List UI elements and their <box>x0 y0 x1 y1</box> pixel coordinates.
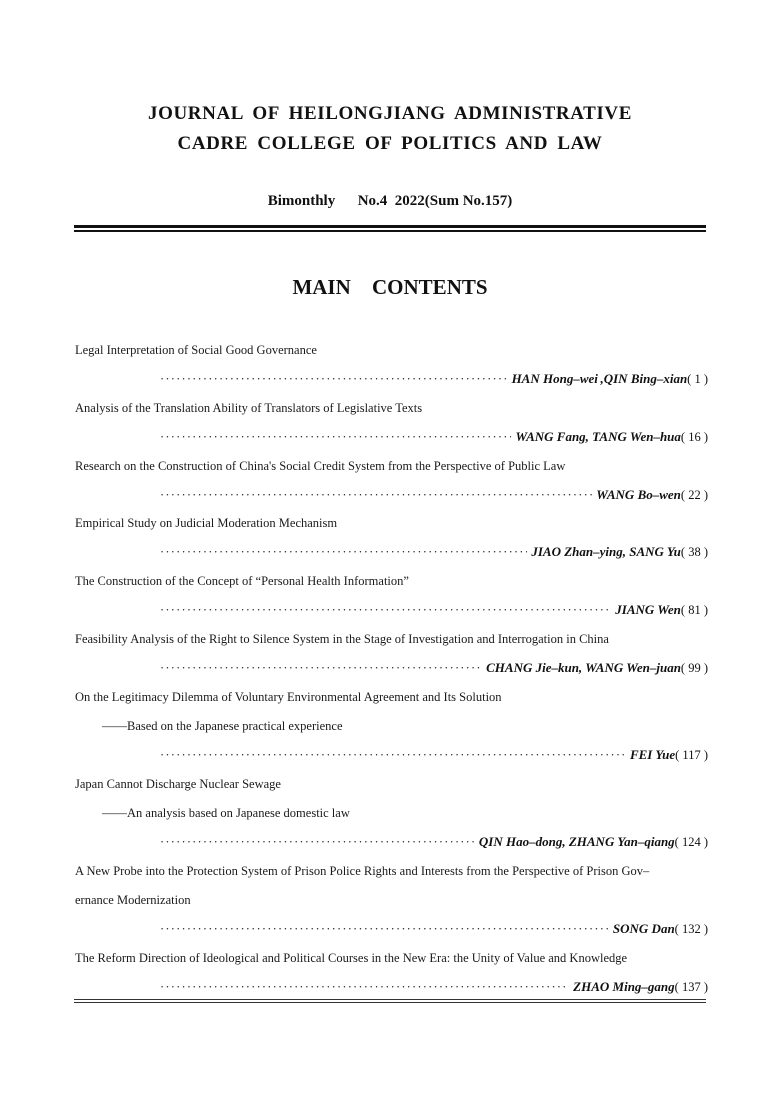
entry-title: The Reform Direction of Ideological and Political Courses in the New Era: the Unity of Value and Knowledge <box>75 951 628 965</box>
entry-author-line <box>160 920 708 938</box>
leader-dots <box>160 920 609 938</box>
entry-authors: ZHAO Ming–gang <box>573 979 675 994</box>
entry-subtitle: ——Based on the Japanese practical experience <box>102 719 343 733</box>
entry-author-line <box>160 833 708 851</box>
entry-title: Analysis of the Translation Ability of Translators of Legislative Texts <box>75 401 423 415</box>
entry-authors: CHANG Jie–kun, WANG Wen–juan <box>486 660 681 675</box>
issue-number: No.4 2022(Sum No.157) <box>357 193 513 209</box>
leader-dots <box>160 428 511 446</box>
leader-dots <box>160 370 508 388</box>
issue-info <box>0 190 780 212</box>
leader-dots <box>160 746 626 764</box>
entry-authors: WANG Bo–wen <box>596 487 681 502</box>
entry-author-line <box>160 659 708 677</box>
leader-dots <box>160 543 527 561</box>
entry-title: Feasibility Analysis of the Right to Silence System in the Stage of Investigation and Interrogation in China <box>75 632 609 646</box>
entry-title-continued: ernance Modernization <box>75 893 191 907</box>
footer-divider <box>74 999 706 1004</box>
entry-author-line <box>160 486 708 504</box>
entry-author-line <box>160 543 708 561</box>
entry-authors: WANG Fang, TANG Wen–hua <box>515 429 681 444</box>
entry-page: ( 38 ) <box>680 545 708 559</box>
entry-authors: QIN Hao–dong, ZHANG Yan–qiang <box>478 834 675 849</box>
leader-dots <box>160 601 611 619</box>
entry-title: Empirical Study on Judicial Moderation Mechanism <box>75 516 338 530</box>
entry-authors: JIAO Zhan–ying, SANG Yu <box>531 544 681 559</box>
frequency: Bimonthly <box>267 193 336 209</box>
entry-authors: HAN Hong–wei ,QIN Bing–xian <box>511 371 688 386</box>
section-title: MAIN CONTENTS <box>292 275 488 299</box>
entry-authors: FEI Yue <box>629 747 676 762</box>
entry-page: ( 22 ) <box>680 488 708 502</box>
entry-page: ( 99 ) <box>680 661 708 675</box>
journal-title-line-2: CADRE COLLEGE OF POLITICS AND LAW <box>177 133 603 154</box>
entry-title: Research on the Construction of China's Social Credit System from the Perspective of Public Law <box>75 459 566 473</box>
entry-page: ( 124 ) <box>674 835 708 849</box>
entry-authors: SONG Dan <box>612 921 675 936</box>
leader-dots <box>160 486 592 504</box>
entry-title: Japan Cannot Discharge Nuclear Sewage <box>75 777 281 791</box>
entry-title: Legal Interpretation of Social Good Governance <box>75 343 317 357</box>
entry-author-line <box>160 978 708 996</box>
entry-page: ( 1 ) <box>687 372 708 386</box>
entry-authors: JIANG Wen <box>615 602 681 617</box>
entry-page: ( 132 ) <box>674 922 708 936</box>
entry-author-line <box>160 370 708 388</box>
entry-subtitle: ——An analysis based on Japanese domestic law <box>102 806 350 820</box>
entry-author-line <box>160 746 708 764</box>
journal-title-line-1: JOURNAL OF HEILONGJIANG ADMINISTRATIVE <box>148 103 632 124</box>
header-divider <box>74 225 706 232</box>
entry-page: ( 81 ) <box>680 603 708 617</box>
leader-dots <box>160 833 475 851</box>
entry-page: ( 16 ) <box>680 430 708 444</box>
entry-author-line <box>160 601 708 619</box>
entry-page: ( 137 ) <box>674 980 708 994</box>
entry-author-line <box>160 428 708 446</box>
entry-title: The Construction of the Concept of “Personal Health Information” <box>75 574 409 588</box>
entry-title: A New Probe into the Protection System of Prison Police Rights and Interests from the Perspective of Prison Gov– <box>75 864 650 878</box>
entry-title: On the Legitimacy Dilemma of Voluntary Environmental Agreement and Its Solution <box>75 690 502 704</box>
leader-dots <box>160 659 482 677</box>
entry-page: ( 117 ) <box>675 748 708 762</box>
leader-dots <box>160 978 569 996</box>
